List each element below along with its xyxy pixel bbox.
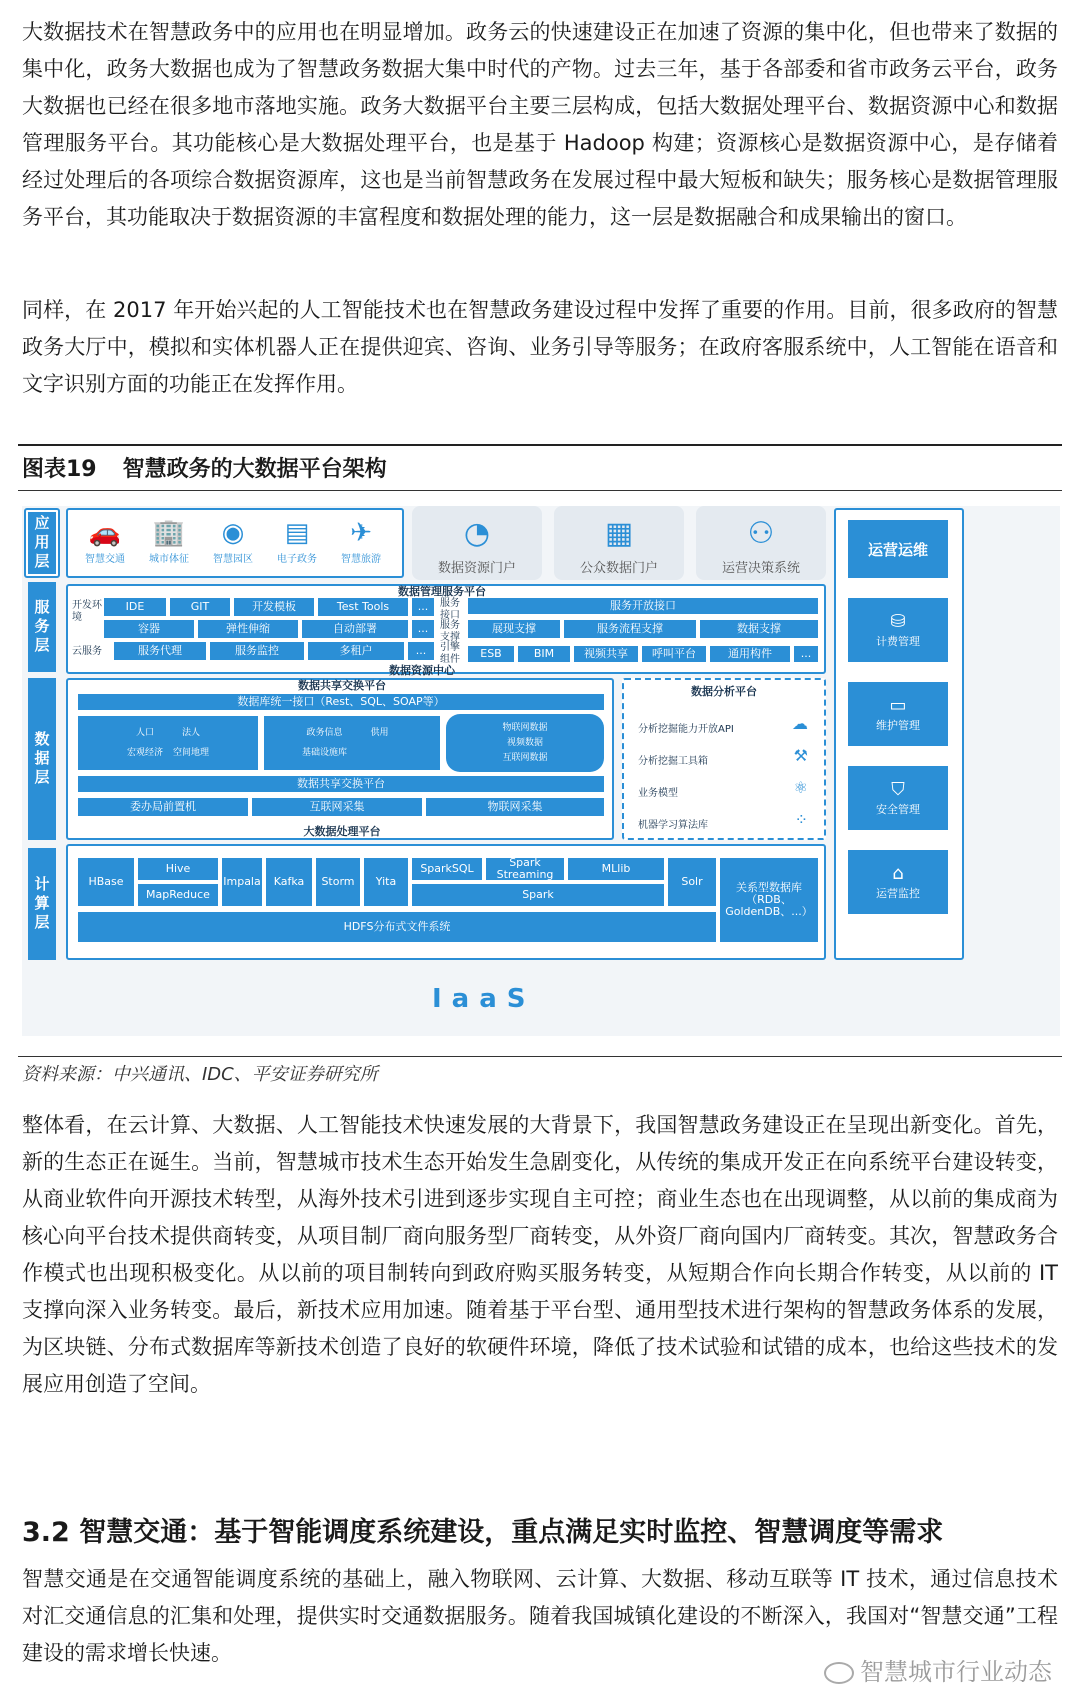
comp-kafka: Kafka — [266, 858, 312, 906]
db-infra: 基础设施库 — [301, 748, 347, 758]
people-icon: ⚇ — [747, 515, 775, 551]
layer-service: 服务层 — [28, 582, 56, 672]
db-basic — [78, 716, 258, 770]
wechat-icon — [824, 1662, 854, 1684]
portal-data-resource: ◔ 数据资源门户 — [412, 506, 542, 580]
analysis-platform — [622, 678, 826, 840]
db-gov-info: 政务信息 — [306, 728, 343, 738]
db-geo: 空间地理 — [173, 748, 210, 758]
house-icon: ⌂ — [892, 863, 904, 884]
svc-interface-label: 服务接口 — [440, 598, 460, 621]
tool-icon: ⚒ — [793, 746, 808, 765]
comp-sparksql: SparkSQL — [412, 858, 482, 880]
building-icon: 🏢 — [152, 518, 186, 548]
comp-mapreduce: MapReduce — [138, 884, 218, 906]
iaas-label: IaaS — [432, 984, 536, 1014]
cloud-more: ... — [408, 642, 434, 660]
cloud-proxy: 服务代理 — [114, 642, 206, 660]
car-icon: 🚗 — [88, 518, 122, 548]
cloud-tenant: 多租户 — [308, 642, 404, 660]
figure-title — [22, 452, 413, 483]
figure-caption: 智慧政务的大数据平台架构 — [122, 457, 387, 482]
app-city-sign: 🏢 城市体征 — [140, 516, 198, 565]
dev-ide: IDE — [104, 598, 166, 616]
monitor-icon: ▭ — [889, 695, 907, 716]
engine-esb: ESB — [468, 646, 514, 662]
comp-hbase: HBase — [78, 858, 134, 906]
unified-interface: 数据库统一接口（Rest、SQL、SOAP等） — [78, 694, 604, 710]
network-icon: ⚛ — [793, 778, 808, 797]
share-title: 数据共享交换平台 — [298, 679, 386, 692]
dev-test-tools: Test Tools — [318, 598, 408, 616]
comp-hdfs: HDFS分布式文件系统 — [78, 912, 716, 942]
figure-mid-rule — [18, 490, 1062, 491]
comp-streaming: Spark Streaming — [486, 858, 564, 880]
table-icon: ▦ — [604, 515, 634, 551]
container-deploy: 自动部署 — [302, 620, 408, 638]
analysis-ml: 机器学习算法库 — [638, 820, 708, 831]
document-icon: ▤ — [284, 518, 310, 548]
db-supply: 供用 — [370, 728, 389, 738]
analysis-toolbox: 分析挖掘工具箱 — [638, 756, 708, 767]
analysis-title: 数据分析平台 — [691, 685, 757, 698]
shield-icon: ⛉ — [891, 779, 905, 800]
db-gov — [264, 716, 440, 770]
db-macro: 宏观经济 — [126, 748, 163, 758]
comp-rdb: 关系型数据库（RDB、GoldenDB、...） — [720, 858, 818, 942]
support-process: 服务流程支撑 — [564, 620, 696, 638]
comp-spark: Spark — [412, 884, 664, 906]
comp-hive: Hive — [138, 858, 218, 880]
layer-compute: 计算层 — [28, 848, 56, 960]
figure-number: 图表19 — [22, 457, 97, 482]
analysis-model: 业务模型 — [638, 788, 678, 799]
cloud-service-label: 云服务 — [72, 646, 102, 657]
comp-solr: Solr — [668, 858, 716, 906]
pie-chart-icon: ◔ — [463, 515, 491, 551]
portal-public-data: ▦ 公众数据门户 — [554, 506, 684, 580]
db-iot: 物联网数据 — [502, 722, 548, 733]
app-egov: ▤ 电子政务 — [268, 516, 326, 565]
container-more: ... — [412, 620, 434, 638]
grid-icon: ⁘ — [794, 810, 808, 829]
architecture-diagram — [22, 506, 1060, 1036]
container-scaling: 弹性伸缩 — [198, 620, 298, 638]
comp-impala: Impala — [222, 858, 262, 906]
engine-common: 通用构件 — [710, 646, 790, 662]
park-icon: ◉ — [221, 518, 245, 548]
watermark — [824, 1652, 1052, 1687]
layer-app: 应用层 — [28, 512, 56, 574]
coins-icon: ⛁ — [890, 611, 906, 632]
app-smart-park: ◉ 智慧园区 — [204, 516, 262, 565]
dev-env-label: 开发环境 — [72, 600, 102, 623]
db-internet: 互联网数据 — [502, 752, 548, 763]
bigdata-platform-title: 大数据处理平台 — [303, 825, 381, 838]
ops-monitor: ⌂ 运营监控 — [848, 850, 948, 914]
portal-decision: ⚇ 运营决策系统 — [696, 506, 826, 580]
resource-center: 数据资源中心 — [389, 664, 455, 677]
comp-mllib: MLlib — [568, 858, 664, 880]
engine-more: ... — [794, 646, 818, 662]
support-display: 展现支撑 — [468, 620, 560, 638]
db-video: 视频数据 — [506, 737, 543, 748]
section-heading: 3.2 智慧交通：基于智能调度系统建设，重点满足实时监控、智慧调度等需求 — [22, 1517, 944, 1548]
comp-storm: Storm — [316, 858, 360, 906]
iot-collect: 物联网采集 — [426, 798, 604, 816]
engine-label: 引擎组件 — [440, 642, 460, 665]
comp-yita: Yita — [364, 858, 408, 906]
container-item: 容器 — [104, 620, 194, 638]
ops-maintenance: ▭ 维护管理 — [848, 682, 948, 746]
engine-call: 呼叫平台 — [642, 646, 706, 662]
paragraph-bigdata: 大数据技术在智慧政务中的应用也在明显增加。政务云的快速建设正在加速了资源的集中化，但也带来了数据的集中化，政务大数据也成为了智慧政务数据大集中时代的产物。过去三年，基于各部委和省市政务云平台，政务大数据也已经在很多地市落地实施。政务大数据平台主要三层构成，包括大数据处理平台、数据资源中心和数据管理服务平台。其功能核心是大数据处理平台，也是基于 Hadoop 构建；资源核心是数据资源中心，是存储着经过处理后的各项综合数据资源库，这也是当前智慧政务在发展过程中最大短板和缺失；服务核心是数据管理服务平台，其功能取决于数据资源的丰富程度和数据处理的能力，这一层是数据融合和成果输出的窗口。 — [22, 20, 1058, 229]
db-basic-grid — [127, 727, 209, 759]
layer-data: 数据层 — [28, 678, 56, 840]
analysis-api: 分析挖掘能力开放API — [638, 724, 734, 735]
watermark-text: 智慧城市行业动态 — [860, 1658, 1052, 1686]
figure-source: 资料来源：中兴通讯、IDC、平安证券研究所 — [22, 1064, 378, 1085]
db-population: 人口 — [135, 728, 154, 738]
ops-billing: ⛁ 计费管理 — [848, 598, 948, 662]
ops-security: ⛉ 安全管理 — [848, 766, 948, 830]
db-sensor — [446, 714, 604, 772]
internet-collect: 互联网采集 — [252, 798, 422, 816]
dev-more: ... — [412, 598, 434, 616]
ops-title: 运营运维 — [848, 520, 948, 578]
paragraph-ai: 同样，在 2017 年开始兴起的人工智能技术也在智慧政务建设过程中发挥了重要的作用。目前，很多政府的智慧政务大厅中，模拟和实体机器人正在提供迎宾、咨询、业务引导等服务；在政府客服系统中，人工智能在语音和文字识别方面的功能正在发挥作用。 — [22, 298, 1058, 396]
dev-git: GIT — [170, 598, 230, 616]
db-legal: 法人 — [182, 728, 201, 738]
paragraph-overview: 整体看，在云计算、大数据、人工智能技术快速发展的大背景下，我国智慧政务建设正在呈现出新变化。首先，新的生态正在诞生。当前，智慧城市技术生态开始发生急剧变化，从传统的集成开发正在向系统平台建设转变，从商业软件向开源技术转型，从海外技术引进到逐步实现自主可控；商业生态也在出现调整，从以前的集成商为核心向平台技术提供商转变，从项目制厂商向服务型厂商转变，从外资厂商向国内厂商转变。其次，智慧政务合作模式也出现积极变化。从以前的项目制转向到政府购买服务转变，从短期合作向长期合作转变，从以前的 IT 支撑向深入业务转变。最后，新技术应用加速。随着基于平台型、通用型技术进行架构的智慧政务体系的发展，为区块链、分布式数据库等新技术创造了良好的软硬件环境，降低了技术试验和试错的成本，也给这些技术的发展应用创造了空间。 — [22, 1113, 1058, 1396]
mgmt-title: 数据管理服务平台 — [398, 585, 486, 598]
support-data: 数据支撑 — [700, 620, 818, 638]
figure-top-rule — [18, 444, 1062, 446]
dev-template: 开发模板 — [234, 598, 314, 616]
app-row — [66, 508, 404, 578]
cloud-icon: ☁ — [792, 714, 808, 733]
app-smart-traffic: 🚗 智慧交通 — [76, 516, 134, 565]
db-gov-grid — [302, 727, 402, 759]
cloud-monitor: 服务监控 — [210, 642, 304, 660]
exchange-bar: 数据共享交换平台 — [78, 776, 604, 792]
app-smart-tourism: ✈ 智慧旅游 — [332, 516, 390, 565]
open-interface: 服务开放接口 — [468, 598, 818, 614]
front-machine: 委办局前置机 — [78, 798, 248, 816]
engine-bim: BIM — [518, 646, 570, 662]
engine-video: 视频共享 — [574, 646, 638, 662]
paragraph-smart-traffic: 智慧交通是在交通智能调度系统的基础上，融入物联网、云计算、大数据、移动互联等 IT 技术，通过信息技术对汇交通信息的汇集和处理，提供实时交通数据服务。随着我国城镇化建设的不断深入，我国对“智慧交通”工程建设的需求增长快速。 — [22, 1567, 1058, 1665]
figure-bottom-rule — [18, 1056, 1062, 1057]
svc-support-label: 服务支撑 — [440, 620, 460, 643]
plane-icon: ✈ — [350, 518, 372, 548]
